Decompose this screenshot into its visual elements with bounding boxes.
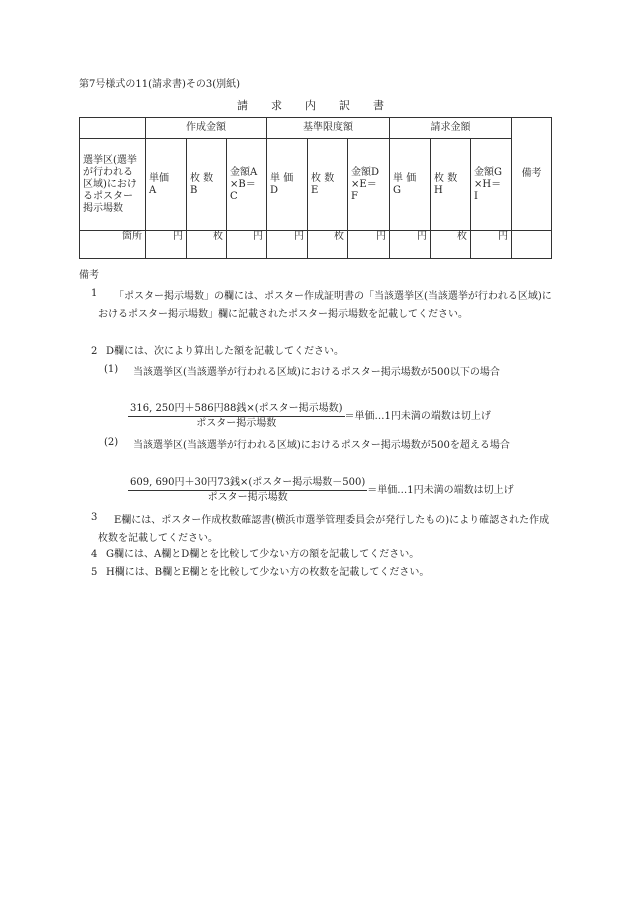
form-label: 第7号様式の11(請求書)その3(別紙) xyxy=(79,79,241,90)
remarks-cell xyxy=(512,231,552,259)
blank-header-cell xyxy=(80,118,146,139)
note-4-text: G欄には、A欄とD欄とを比較して少ない方の額を記載してください。 xyxy=(106,549,420,560)
formula-2-denominator: ポスター掲示場数 xyxy=(207,492,288,503)
note-2-text: D欄には、次により算出した額を記載してください。 xyxy=(106,346,345,357)
subheader-count-b: 枚 数 B xyxy=(187,139,227,231)
formula-1 xyxy=(128,403,491,430)
formula-2-numerator: 609, 690円＋30円73銭×(ポスター掲示場数－500) xyxy=(128,477,367,491)
formula-1-numerator: 316, 250円＋586円88銭×(ポスター掲示場数) xyxy=(128,403,345,417)
subheader-amount-c: 金額A ×B＝ C xyxy=(227,139,267,231)
row-label-poster-sites: 選挙区(選挙が行われる区域)におけるポスター掲示場数 xyxy=(80,139,146,231)
note-4-number: 4 xyxy=(91,549,98,560)
group-header-created: 作成金額 xyxy=(146,118,267,139)
note-2-1-text: 当該選挙区(当該選挙が行われる区域)におけるポスター掲示場数が500以下の場合 xyxy=(133,367,500,378)
note-1-text: 「ポスター掲示場数」の欄には、ポスター作成証明書の「当該選挙区(当該選挙が行われる区域)におけるポスター掲示場数」欄に記載されたポスター掲示場数を記載してください。 xyxy=(98,291,552,320)
remarks-header: 備考 xyxy=(512,118,552,231)
unit-label-sites: 箇所 xyxy=(80,231,146,259)
note-2-1-number: (1) xyxy=(104,364,119,375)
note-2-2-text: 当該選挙区(当該選挙が行われる区域)におけるポスター掲示場数が500を超える場合 xyxy=(133,440,510,451)
formula-2 xyxy=(128,477,514,504)
unit-cell: 円 xyxy=(390,231,431,259)
unit-cell: 枚 xyxy=(431,231,471,259)
subheader-unit-price-a: 単価 A xyxy=(146,139,187,231)
subheader-unit-price-g: 単 価 G xyxy=(390,139,431,231)
formula-1-denominator: ポスター掲示場数 xyxy=(196,418,277,429)
group-header-claim: 請求金額 xyxy=(390,118,512,139)
document-title: 請求内訳書 xyxy=(237,99,407,112)
note-2-2-number: (2) xyxy=(104,437,119,448)
subheader-count-h: 枚 数 H xyxy=(431,139,471,231)
note-3-text: E欄には、ポスター作成枚数確認書(横浜市選挙管理委員会が発行したもの)により確認された作成枚数を記載してください。 xyxy=(98,515,550,544)
unit-cell: 円 xyxy=(146,231,187,259)
note-5-number: 5 xyxy=(91,567,98,578)
subheader-unit-price-d: 単 価 D xyxy=(267,139,308,231)
unit-cell: 円 xyxy=(348,231,390,259)
unit-cell: 枚 xyxy=(187,231,227,259)
invoice-table xyxy=(79,117,552,259)
subheader-amount-i: 金額G ×H＝ I xyxy=(471,139,512,231)
note-2-number: 2 xyxy=(91,346,98,357)
notes-heading: 備考 xyxy=(79,270,99,281)
note-5-text: H欄には、B欄とE欄とを比較して少ない方の枚数を記載してください。 xyxy=(106,567,430,578)
subheader-amount-f: 金額D ×E＝ F xyxy=(348,139,390,231)
unit-cell: 円 xyxy=(267,231,308,259)
subheader-count-e: 枚 数 E xyxy=(308,139,348,231)
group-header-limit: 基準限度額 xyxy=(267,118,390,139)
formula-1-tail: ＝単価…1円未満の端数は切上げ xyxy=(344,411,491,422)
unit-cell: 枚 xyxy=(308,231,348,259)
unit-cell: 円 xyxy=(227,231,267,259)
note-3-number: 3 xyxy=(91,512,98,523)
unit-cell: 円 xyxy=(471,231,512,259)
formula-2-tail: ＝単価…1円未満の端数は切上げ xyxy=(367,485,514,496)
note-1-number: 1 xyxy=(91,288,98,299)
